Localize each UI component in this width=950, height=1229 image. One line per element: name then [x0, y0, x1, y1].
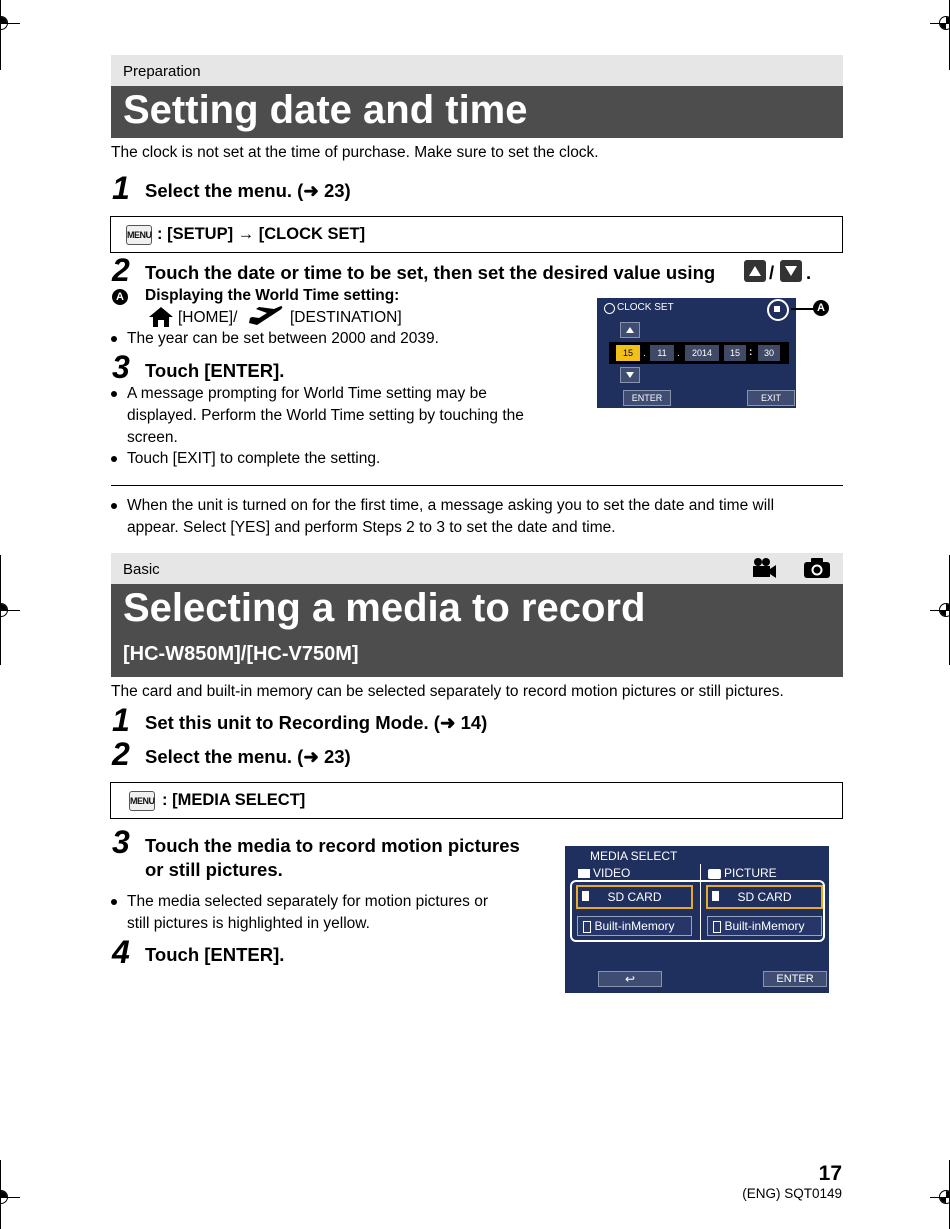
- picture-label: PICTURE: [724, 866, 777, 880]
- hour-field[interactable]: 15: [724, 345, 746, 361]
- bullet-dot: [111, 503, 117, 509]
- back-button[interactable]: ↩: [598, 971, 662, 987]
- page-title: Setting date and time: [123, 88, 528, 132]
- bullet-text: When the unit is turned on for the first time, a message asking you to set the date and time will: [127, 497, 775, 514]
- down-arrow-icon: [780, 260, 802, 282]
- category-bar: [111, 55, 843, 86]
- step-text: Touch the media to record motion pictures: [145, 835, 520, 856]
- bullet-text: Touch [EXIT] to complete the setting.: [127, 450, 381, 467]
- bullet-text: screen.: [127, 429, 178, 446]
- callout-line: [791, 308, 815, 310]
- period: .: [806, 262, 812, 283]
- enter-button[interactable]: ENTER: [623, 390, 671, 406]
- step-number: 3: [112, 824, 130, 860]
- clock-icon: [604, 303, 615, 314]
- video-camera-icon: [751, 557, 777, 579]
- section-title-bar: [111, 584, 843, 677]
- enter-button[interactable]: ENTER: [763, 971, 827, 987]
- menu-path: : [MEDIA SELECT]: [162, 791, 306, 809]
- crop-mark: [930, 23, 950, 24]
- menu-path: : [SETUP] → [CLOCK SET]: [157, 225, 366, 243]
- up-arrow-icon: [626, 327, 634, 333]
- crop-mark: [930, 610, 950, 611]
- memory-chip-icon: [713, 921, 721, 933]
- picture-sd-card-button[interactable]: SD CARD: [706, 885, 823, 909]
- intro-text: The card and built-in memory can be selected separately to record motion pictures or still pictures.: [111, 683, 784, 700]
- bullet-dot: [111, 456, 117, 462]
- callout-a-marker: A: [813, 300, 829, 316]
- video-built-in-memory-button[interactable]: Built-inMemory: [577, 916, 692, 936]
- crop-mark: [0, 0, 1, 70]
- down-arrow-icon: [626, 372, 634, 378]
- callout-a-marker: A: [112, 289, 128, 305]
- video-camera-icon: [578, 869, 590, 878]
- step-number: 4: [112, 934, 130, 970]
- destination-label: [DESTINATION]: [290, 309, 402, 326]
- step-number: 2: [112, 252, 130, 288]
- month-field[interactable]: 11: [650, 345, 674, 361]
- step-text: or still pictures.: [145, 859, 283, 880]
- bullet-dot: [111, 336, 117, 342]
- category-label: Basic: [123, 561, 160, 578]
- date-separator: .: [677, 348, 680, 359]
- step-text: Touch [ENTER].: [145, 944, 285, 965]
- page-number: 17: [818, 1162, 842, 1185]
- step-number: 1: [112, 170, 130, 206]
- bullet-text: still pictures is highlighted in yellow.: [127, 915, 370, 932]
- up-arrow-icon: [744, 260, 766, 282]
- sd-card-icon: [582, 891, 589, 901]
- crop-mark: [930, 1197, 950, 1198]
- bullet-text: The media selected separately for motion pictures or: [127, 893, 488, 910]
- step-text: Select the menu. (➜ 23): [145, 180, 351, 201]
- clock-set-screen: [597, 298, 796, 408]
- bullet-text: displayed. Perform the World Time setting by touching the: [127, 407, 524, 424]
- camera-icon: [803, 557, 831, 579]
- model-names: [HC-W850M]/[HC-V750M]: [123, 643, 359, 665]
- document-code: (ENG) SQT0149: [742, 1186, 842, 1201]
- home-icon: [774, 306, 780, 312]
- day-field[interactable]: 15: [616, 345, 640, 361]
- exit-button[interactable]: EXIT: [747, 390, 795, 406]
- bullet-dot: [111, 899, 117, 905]
- bullet-dot: [111, 391, 117, 397]
- year-field[interactable]: 2014: [685, 345, 719, 361]
- menu-icon: MENU: [129, 791, 155, 811]
- screen-title: CLOCK SET: [617, 302, 674, 313]
- intro-text: The clock is not set at the time of purchase. Make sure to set the clock.: [111, 144, 599, 161]
- step-text: Set this unit to Recording Mode. (➜ 14): [145, 712, 488, 733]
- crop-mark: [0, 610, 20, 611]
- date-separator: .: [643, 348, 646, 359]
- note-title: Displaying the World Time setting:: [145, 287, 400, 304]
- step-text: Touch the date or time to be set, then set the desired value using: [145, 262, 716, 283]
- minute-field[interactable]: 30: [758, 345, 780, 361]
- bullet-text: The year can be set between 2000 and 2039.: [127, 330, 439, 347]
- menu-icon: MENU: [126, 225, 152, 245]
- memory-chip-icon: [583, 921, 591, 933]
- step-text: Touch [ENTER].: [145, 360, 285, 381]
- media-select-screen: [565, 846, 829, 993]
- page-title: Selecting a media to record: [123, 586, 646, 630]
- camera-icon: [708, 869, 721, 879]
- divider: [111, 485, 843, 486]
- separator: /: [769, 262, 775, 283]
- home-icon: [148, 306, 174, 328]
- video-sd-card-button[interactable]: SD CARD: [576, 885, 693, 909]
- video-label: VIDEO: [593, 866, 631, 880]
- bullet-text: appear. Select [YES] and perform Steps 2 to 3 to set the date and time.: [127, 519, 616, 536]
- airplane-icon: [247, 305, 285, 329]
- bullet-text: A message prompting for World Time setting may be: [127, 385, 487, 402]
- up-arrow-button[interactable]: [620, 322, 640, 338]
- step-number: 3: [112, 349, 130, 385]
- sd-card-icon: [712, 891, 719, 901]
- picture-built-in-memory-button[interactable]: Built-inMemory: [707, 916, 822, 936]
- section-title-bar: [111, 86, 843, 138]
- down-arrow-button[interactable]: [620, 367, 640, 383]
- home-label: [HOME]/: [178, 309, 238, 326]
- screen-title: MEDIA SELECT: [590, 849, 678, 863]
- step-number: 1: [112, 702, 130, 738]
- time-separator: :: [749, 347, 753, 358]
- step-text: Select the menu. (➜ 23): [145, 746, 351, 767]
- crop-mark: [0, 23, 20, 24]
- step-number: 2: [112, 736, 130, 772]
- category-label: Preparation: [123, 63, 201, 80]
- category-bar: [111, 553, 843, 584]
- menu-path-box: [110, 782, 843, 819]
- crop-mark: [0, 1197, 20, 1198]
- menu-path-box: [110, 216, 843, 253]
